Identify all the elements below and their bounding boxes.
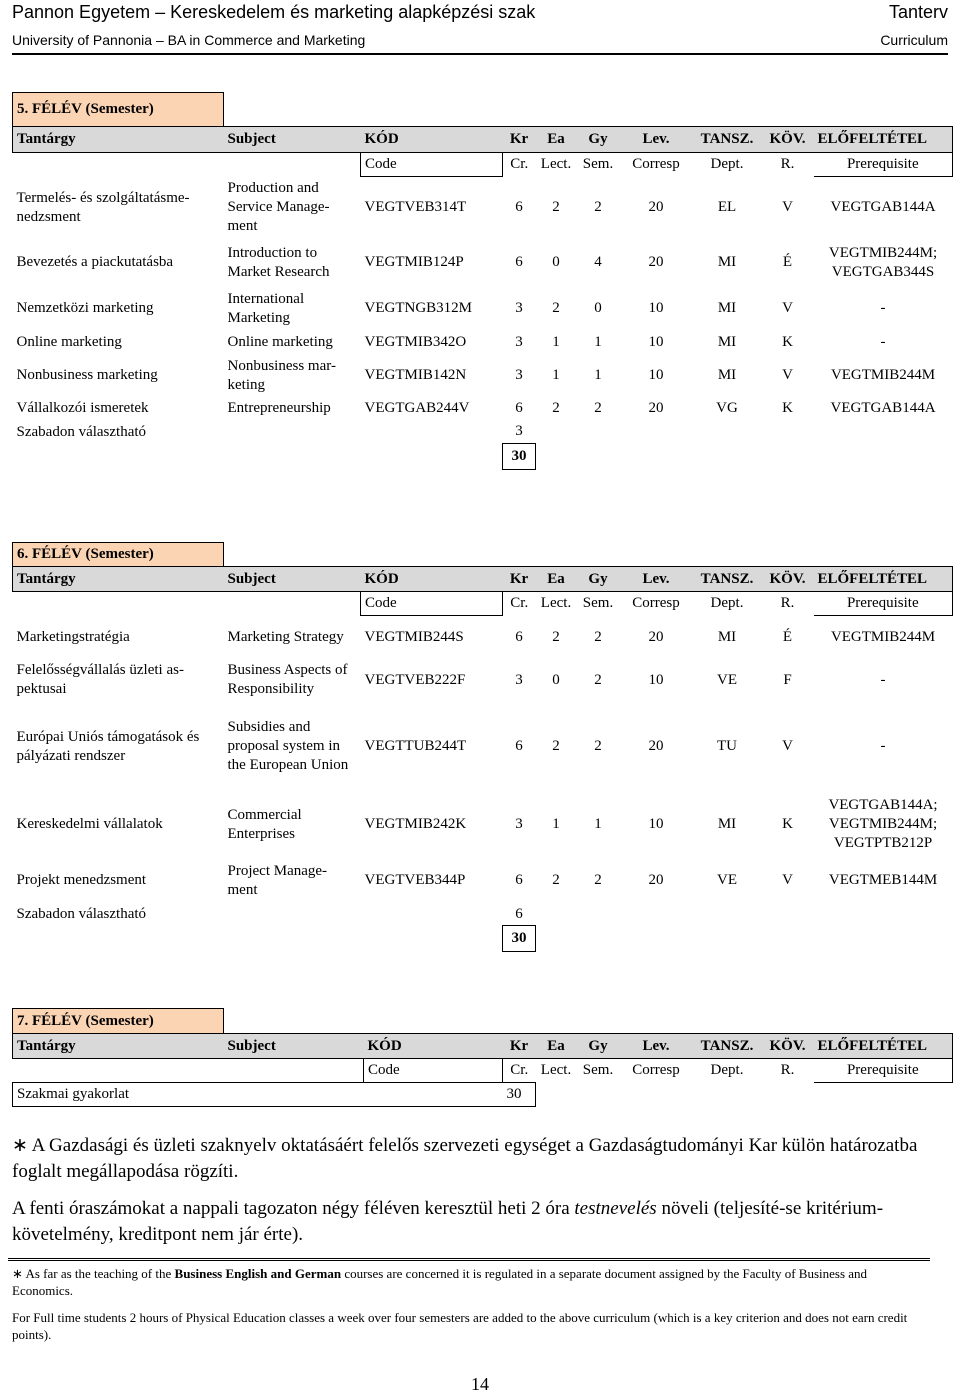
course-name-hu: Kereskedelmi vállalatok <box>16 816 163 832</box>
footnote-english-bold: Business English and German <box>174 1266 342 1281</box>
footnote-english-end: courses are concerned it is regulated in a separate document assigned by the Faculty of Business and Economics. <box>12 1266 868 1298</box>
course-correspondence: 20 <box>648 199 664 215</box>
course-name-hu: Termelés- és szolgáltatásme-nedzsment <box>16 189 190 225</box>
course-code: VEGTMIB124P <box>364 254 464 270</box>
course-lecture: 2 <box>552 300 560 316</box>
col-subheader-cr: Cr. <box>510 595 529 612</box>
course-department: EL <box>717 199 737 215</box>
page-number: 14 <box>471 1374 489 1394</box>
elective-label: Szabadon választható <box>16 423 147 440</box>
course-credits: 3 <box>515 334 523 350</box>
course-correspondence: 10 <box>648 367 664 383</box>
course-requirement: V <box>782 367 793 383</box>
course-prerequisite: VEGTMIB244M <box>830 628 936 645</box>
col-subheader-r: R. <box>780 156 795 173</box>
course-seminar: 2 <box>594 671 602 688</box>
course-credits: 6 <box>515 199 523 215</box>
course-name-hu: Európai Uniós támogatások és pályázati rendszer <box>16 728 200 764</box>
course-department: MI <box>717 816 737 832</box>
semester-7-table <box>12 1008 953 1107</box>
col-header-kov: KÖV. <box>762 127 814 153</box>
course-correspondence: 20 <box>648 738 664 754</box>
course-code: VEGTTUB244T <box>364 738 467 754</box>
elective-credits: 3 <box>515 423 523 440</box>
practice-label: Szakmai gyakorlat <box>13 1083 224 1107</box>
course-code: VEGTNGB312M <box>364 300 472 316</box>
col-subheader-dept: Dept. <box>710 156 744 173</box>
col-header-tantargy: Tantárgy <box>13 1034 224 1059</box>
col-header-kod: KÓD <box>361 127 503 153</box>
col-subheader-lect: Lect. <box>540 156 572 173</box>
course-requirement: É <box>782 628 793 645</box>
course-lecture: 2 <box>552 199 560 215</box>
course-prerequisite: VEGTMIB244M <box>830 367 936 383</box>
semester-title: 6. FÉLÉV (Semester) <box>13 543 224 567</box>
col-header-ea: Ea <box>536 1034 577 1059</box>
course-name-en: Introduction to Market Research <box>227 244 330 280</box>
table-row <box>13 287 953 331</box>
col-header-lev: Lev. <box>620 567 693 592</box>
col-subheader-prerequisite: Prerequisite <box>814 153 953 177</box>
course-code: VEGTVEB222F <box>364 671 466 688</box>
course-requirement: V <box>782 738 793 754</box>
col-header-tantargy: Tantárgy <box>13 127 224 153</box>
semester-title: 5. FÉLÉV (Semester) <box>13 93 224 127</box>
course-prerequisite: - <box>880 671 886 688</box>
course-name-en: Commercial Enterprises <box>227 806 302 842</box>
col-subheader-sem: Sem. <box>582 1062 614 1079</box>
course-seminar: 2 <box>594 400 602 416</box>
course-correspondence: 20 <box>648 400 664 416</box>
col-subheader-code: Code <box>361 153 503 177</box>
table-row <box>13 858 953 904</box>
course-code: VEGTMIB242K <box>364 816 467 832</box>
course-code: VEGTMIB342O <box>364 334 467 350</box>
course-name-en: Business Aspects of Responsibility <box>227 662 348 697</box>
col-header-elofeltetel: ELŐFELTÉTEL <box>814 567 953 592</box>
col-header-ea: Ea <box>536 127 577 153</box>
footnote-english <box>12 1265 928 1299</box>
col-subheader-lect: Lect. <box>540 1062 572 1079</box>
document-header-title <box>12 0 948 26</box>
col-header-subject: Subject <box>224 127 361 153</box>
semester-total-credits: 30 <box>503 444 536 470</box>
col-header-gy: Gy <box>577 127 620 153</box>
course-name-en: Project Manage-ment <box>227 862 328 898</box>
course-seminar: 0 <box>594 300 602 316</box>
course-seminar: 1 <box>594 816 602 832</box>
table-row <box>13 355 953 397</box>
course-name-en: Subsidies and proposal system in the European Union <box>227 719 349 773</box>
course-lecture: 1 <box>552 367 560 383</box>
course-seminar: 1 <box>594 367 602 383</box>
course-department: VE <box>717 872 737 888</box>
footnote-box <box>8 1258 930 1353</box>
col-header-kov: KÖV. <box>762 567 814 592</box>
course-lecture: 1 <box>552 334 560 350</box>
course-seminar: 1 <box>594 334 602 350</box>
course-name-hu: Nonbusiness marketing <box>16 367 158 383</box>
col-subheader-cr: Cr. <box>510 156 529 173</box>
course-lecture: 2 <box>552 738 560 754</box>
semester-total-credits: 30 <box>503 926 536 952</box>
table-row <box>13 397 953 421</box>
total-row <box>13 444 953 470</box>
note-physical-education <box>12 1196 942 1248</box>
course-requirement: K <box>782 816 793 832</box>
course-prerequisite: VEGTGAB144A <box>830 400 936 416</box>
table-row <box>13 616 953 659</box>
course-name-hu: Vállalkozói ismeretek <box>16 400 149 416</box>
col-header-gy: Gy <box>577 567 620 592</box>
course-lecture: 1 <box>552 816 560 832</box>
course-seminar: 4 <box>594 254 602 270</box>
col-subheader-sem: Sem. <box>582 595 614 612</box>
course-credits: 3 <box>515 300 523 316</box>
course-name-hu: Online marketing <box>16 334 122 350</box>
total-row <box>13 926 953 952</box>
course-name-en: Entrepreneurship <box>227 400 331 416</box>
course-department: MI <box>717 367 737 383</box>
asterisk-icon: ∗ <box>12 1266 23 1281</box>
footnote-english-start: As far as the teaching of the <box>22 1266 175 1281</box>
course-name-hu: Nemzetközi marketing <box>16 300 154 316</box>
col-subheader-r: R. <box>780 595 795 612</box>
col-header-tansz: TANSZ. <box>693 1034 762 1059</box>
col-header-lev: Lev. <box>620 127 693 153</box>
col-subheader-lect: Lect. <box>540 595 572 612</box>
course-name-en: Online marketing <box>227 334 333 350</box>
course-name-hu: Felelősségvállalás üzleti as-pektusai <box>16 662 184 697</box>
elective-row <box>13 904 953 926</box>
col-subheader-corresp: Corresp <box>632 1062 680 1079</box>
course-name-hu: Bevezetés a piackutatásba <box>16 254 174 270</box>
course-requirement: K <box>782 400 793 416</box>
practice-row <box>13 1083 953 1107</box>
elective-credits: 6 <box>515 905 523 922</box>
col-subheader-dept: Dept. <box>710 595 744 612</box>
col-subheader-prerequisite: Prerequisite <box>814 592 953 616</box>
header-program-title-en: University of Pannonia – BA in Commerce and Marketing <box>12 32 366 48</box>
course-name-en: International Marketing <box>227 290 305 326</box>
course-requirement: V <box>782 199 793 215</box>
course-credits: 3 <box>515 671 523 688</box>
practice-credits: 30 <box>503 1083 536 1107</box>
col-header-kr: Kr <box>503 127 536 153</box>
course-correspondence: 10 <box>648 334 664 350</box>
header-program-title: Pannon Egyetem – Kereskedelem és marketing alapképzési szak <box>12 2 536 22</box>
course-credits: 6 <box>515 628 523 645</box>
col-subheader-corresp: Corresp <box>632 156 680 173</box>
note-pe-emphasis: testnevelés <box>574 1198 657 1219</box>
col-header-ea: Ea <box>536 567 577 592</box>
course-prerequisite: VEGTGAB144A <box>830 199 936 216</box>
col-subheader-r: R. <box>780 1062 795 1079</box>
course-lecture: 2 <box>552 628 560 645</box>
course-requirement: K <box>782 334 793 350</box>
course-department: VE <box>717 671 737 688</box>
course-prerequisite: VEGTMEB144M <box>828 872 938 888</box>
course-code: VEGTVEB344P <box>364 872 466 888</box>
course-department: TU <box>717 738 737 754</box>
course-prerequisite: - <box>880 334 886 350</box>
note-pe-text-start: A fenti óraszámokat a nappali tagozaton négy féléven keresztül heti 2 óra <box>12 1198 575 1219</box>
col-header-kr: Kr <box>503 1034 536 1059</box>
table-row <box>13 702 953 792</box>
course-seminar: 2 <box>594 199 602 215</box>
course-correspondence: 20 <box>648 254 664 270</box>
course-credits: 6 <box>515 872 523 888</box>
col-header-lev: Lev. <box>620 1034 693 1059</box>
course-requirement: F <box>783 671 792 688</box>
course-correspondence: 20 <box>648 628 664 645</box>
col-subheader-code: Code <box>361 592 503 616</box>
col-header-elofeltetel: ELŐFELTÉTEL <box>814 1034 953 1059</box>
col-header-tansz: TANSZ. <box>693 567 762 592</box>
course-correspondence: 10 <box>648 816 664 832</box>
note-pe-text-end: növeli (teljesíté-se kritérium-követelmény, kreditpont nem jár érte). <box>12 1198 884 1245</box>
col-header-tansz: TANSZ. <box>693 127 762 153</box>
semester-title: 7. FÉLÉV (Semester) <box>13 1009 224 1034</box>
note-language-text: A Gazdasági és üzleti szaknyelv oktatásáért felelős szervezeti egységet a Gazdaságtudományi Kar külön határozatba foglalt megállapodása rögzíti. <box>12 1135 918 1182</box>
course-lecture: 0 <box>552 254 560 270</box>
course-correspondence: 10 <box>648 671 664 688</box>
col-header-kod: KÓD <box>364 1034 503 1059</box>
note-language-teaching <box>12 1133 942 1185</box>
course-lecture: 0 <box>552 671 560 688</box>
course-seminar: 2 <box>594 628 602 645</box>
course-prerequisite: - <box>880 300 886 316</box>
col-header-subject: Subject <box>224 1034 364 1059</box>
col-header-kod: KÓD <box>361 567 503 592</box>
semester-5-table <box>12 92 953 470</box>
course-credits: 6 <box>515 400 523 416</box>
header-curriculum-en: Curriculum <box>880 32 948 48</box>
course-code: VEGTVEB314T <box>364 199 467 216</box>
course-department: VG <box>716 400 738 416</box>
course-lecture: 2 <box>552 872 560 888</box>
course-lecture: 2 <box>552 400 560 416</box>
col-subheader-dept: Dept. <box>710 1062 744 1079</box>
course-name-en: Production and Service Manage-ment <box>227 180 330 234</box>
col-header-kov: KÖV. <box>762 1034 814 1059</box>
col-header-subject: Subject <box>224 567 361 592</box>
table-row <box>13 239 953 287</box>
col-subheader-cr: Cr. <box>510 1062 529 1078</box>
table-row <box>13 331 953 355</box>
col-header-tantargy: Tantárgy <box>13 567 224 592</box>
col-subheader-sem: Sem. <box>582 156 614 173</box>
col-subheader-code: Code <box>364 1059 503 1083</box>
course-requirement: V <box>782 300 793 316</box>
col-subheader-corresp: Corresp <box>632 595 680 612</box>
course-name-en: Marketing Strategy <box>227 628 344 645</box>
course-department: MI <box>717 254 737 270</box>
elective-label: Szabadon választható <box>16 906 147 922</box>
header-curriculum-hu: Tanterv <box>888 2 948 22</box>
table-row <box>13 792 953 858</box>
course-prerequisite: - <box>880 738 886 754</box>
course-correspondence: 20 <box>648 872 664 888</box>
course-name-hu: Projekt menedzsment <box>16 872 147 888</box>
course-credits: 3 <box>515 367 523 383</box>
course-requirement: V <box>782 872 793 888</box>
course-credits: 6 <box>515 254 523 270</box>
col-header-kr: Kr <box>503 567 536 592</box>
semester-6-table <box>12 542 953 952</box>
course-seminar: 2 <box>594 872 602 888</box>
table-row <box>13 177 953 239</box>
course-credits: 6 <box>515 738 523 754</box>
course-requirement: É <box>782 254 793 270</box>
course-prerequisite: VEGTMIB244M; VEGTGAB344S <box>828 244 938 280</box>
course-department: MI <box>717 628 737 645</box>
course-name-hu: Marketingstratégia <box>16 628 130 645</box>
footnote-physical-education: For Full time students 2 hours of Physical Education classes a week over four semesters are added to the above curriculum (which is a key criterion and does not earn credit points). <box>12 1310 908 1342</box>
course-code: VEGTMIB244S <box>364 628 464 645</box>
course-department: MI <box>717 300 737 316</box>
col-subheader-prerequisite: Prerequisite <box>814 1059 953 1083</box>
course-prerequisite: VEGTGAB144A; VEGTMIB244M; VEGTPTB212P <box>828 797 938 851</box>
course-code: VEGTGAB244V <box>364 400 470 416</box>
course-credits: 3 <box>515 816 523 832</box>
document-header-subtitle <box>12 30 948 50</box>
col-header-elofeltetel: ELŐFELTÉTEL <box>814 127 953 153</box>
course-code: VEGTMIB142N <box>364 367 467 383</box>
asterisk-icon: ∗ <box>12 1135 28 1156</box>
elective-row <box>13 421 953 444</box>
col-header-gy: Gy <box>577 1034 620 1059</box>
course-correspondence: 10 <box>648 300 664 316</box>
course-name-en: Nonbusiness mar-keting <box>227 357 336 393</box>
header-divider <box>12 53 948 55</box>
course-seminar: 2 <box>594 738 602 754</box>
table-row <box>13 659 953 702</box>
course-department: MI <box>717 334 737 350</box>
